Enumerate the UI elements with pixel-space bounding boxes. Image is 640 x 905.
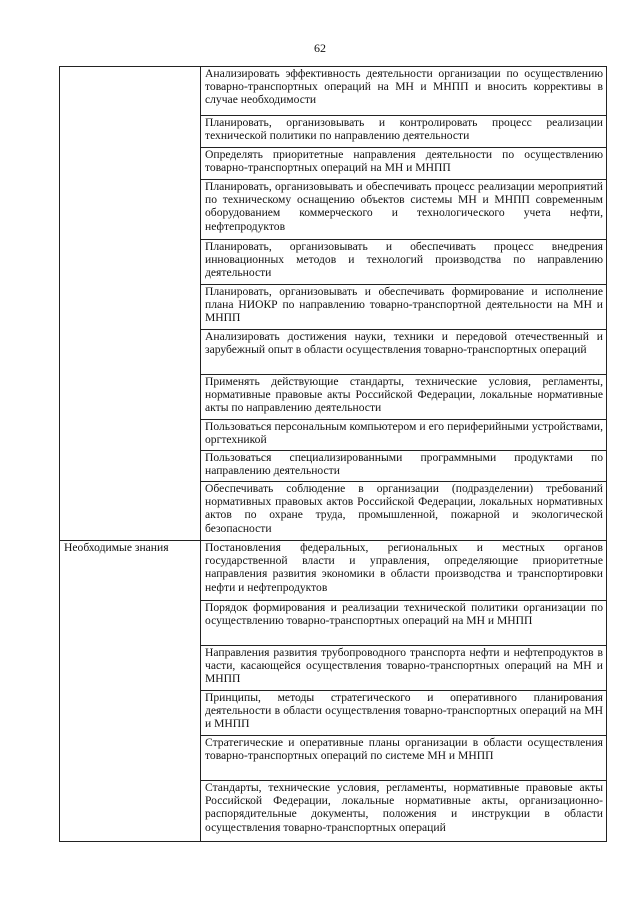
cell-text: Планировать, организовывать и обеспечивать процесс реализации мероприятий по техническому оснащению объектов системы МН и МНПП современным оборудованием коммерческого и технологического учета нефти, нефтепродуктов <box>205 180 603 233</box>
table-cell <box>201 691 607 736</box>
table-cell <box>201 781 607 842</box>
cell-text: Планировать, организовывать и контролировать процесс реализации технической политики по направлению деятельности <box>205 116 603 143</box>
cell-text: Стратегические и оперативные планы организации в области осуществления товарно-транспортных операций по системе МН и МНПП <box>205 736 603 763</box>
cell-text: Стандарты, технические условия, регламенты, нормативные правовые акты Российской Федерации, локальные нормативные акты, организационно-распорядительные документы, положения и инструкции в области осуществления товарно-транспортных операций <box>205 781 603 834</box>
section-label-knowledge: Необходимые знания <box>60 541 201 842</box>
cell-text: Порядок формирования и реализации технической политики организации по осуществлению товарно-транспортных операций на МН и МНПП <box>205 601 603 628</box>
cell-text: Определять приоритетные направления деятельности по осуществлению товарно-транспортных операций на МН и МНПП <box>205 148 603 175</box>
table-cell <box>201 240 607 285</box>
cell-text: Анализировать достижения науки, техники и передовой отечественный и зарубежный опыт в области осуществления товарно-транспортных операций <box>205 330 603 357</box>
table-cell <box>201 736 607 781</box>
table-cell <box>201 330 607 375</box>
requirements-table <box>59 66 607 842</box>
table-row <box>60 67 607 116</box>
page-number: 62 <box>314 41 326 55</box>
cell-text: Применять действующие стандарты, технические условия, регламенты, нормативные правовые акты Российской Федерации, локальные нормативные акты по направлению деятельности <box>205 375 603 415</box>
cell-text: Планировать, организовывать и обеспечивать формирование и исполнение плана НИОКР по направлению товарно-транспортной деятельности на МН и МНПП <box>205 285 603 325</box>
table-cell <box>201 148 607 180</box>
cell-text: Постановления федеральных, региональных и местных органов государственной власти и управления, определяющие приоритетные направления развития экономики в области производства и транспортировки нефти и нефтепродуктов <box>205 541 603 594</box>
cell-text: Пользоваться специализированными программными продуктами по направлению деятельности <box>205 451 603 478</box>
table-cell <box>201 541 607 601</box>
table-cell <box>201 285 607 330</box>
table-cell <box>201 116 607 148</box>
table-cell <box>201 601 607 646</box>
table-cell <box>201 420 607 451</box>
table-cell <box>201 375 607 420</box>
cell-text: Принципы, методы стратегического и оперативного планирования деятельности в области осуществления товарно-транспортных операций на МН и МНПП <box>205 691 603 731</box>
cell-text: Пользоваться персональным компьютером и его периферийными устройствами, оргтехникой <box>205 420 603 447</box>
cell-text: Обеспечивать соблюдение в организации (подразделении) требований нормативных правовых актов Российской Федерации, локальных нормативных актов по охране труда, промышленной, пожарной и экологической безопасности <box>205 482 603 535</box>
table-cell <box>201 67 607 116</box>
table-cell <box>201 646 607 691</box>
cell-text: Направления развития трубопроводного транспорта нефти и нефтепродуктов в части, касающейся осуществления товарно-транспортных операций на МН и МНПП <box>205 646 603 686</box>
section-label-skills <box>60 67 201 541</box>
table-cell <box>201 451 607 482</box>
table-cell <box>201 482 607 541</box>
cell-text: Анализировать эффективность деятельности организации по осуществлению товарно-транспортных операций на МН и МНПП и вносить коррективы в случае необходимости <box>205 67 603 107</box>
table-row <box>60 541 607 601</box>
table-cell <box>201 180 607 240</box>
cell-text: Планировать, организовывать и обеспечивать процесс внедрения инновационных методов и технологий производства по направлению деятельности <box>205 240 603 280</box>
